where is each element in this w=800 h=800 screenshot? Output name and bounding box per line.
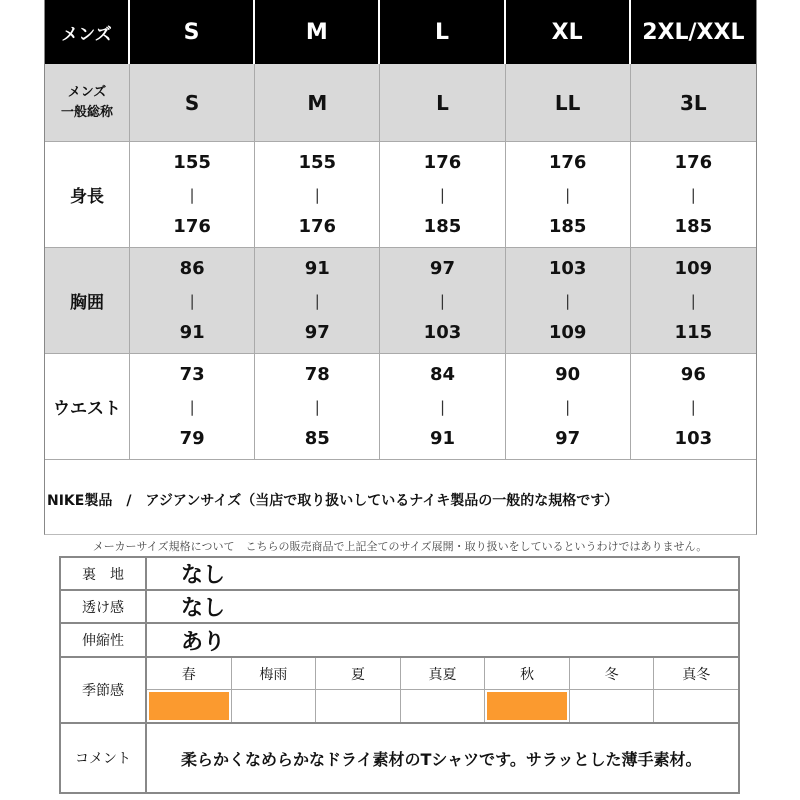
spec-row-season (61, 658, 738, 724)
season-name: 真夏 (401, 658, 485, 690)
range-min: 103 (548, 257, 587, 279)
range-separator: | (565, 185, 571, 204)
sheer-label: 透け感 (61, 591, 147, 622)
header-size-xl: XL (506, 0, 631, 64)
general-size: L (380, 64, 505, 142)
range-max: 97 (555, 427, 581, 449)
chest-range (130, 248, 255, 354)
range-max: 79 (179, 427, 205, 449)
general-size-row (45, 64, 756, 142)
general-label-line2: 一般総称 (60, 104, 113, 120)
height-range (130, 142, 255, 248)
season-cell (147, 658, 232, 722)
lining-label: 裏 地 (61, 558, 147, 589)
range-max: 176 (173, 215, 211, 237)
range-separator: | (690, 291, 696, 310)
header-label: メンズ (45, 0, 130, 64)
general-label-line1: メンズ (67, 84, 107, 100)
waist-range (130, 354, 255, 460)
general-label (45, 64, 130, 142)
range-max: 185 (423, 215, 462, 237)
season-empty (403, 692, 483, 720)
spec-row-stretch (61, 624, 738, 658)
range-min: 155 (298, 151, 337, 173)
range-separator: | (565, 397, 571, 416)
season-list (147, 658, 738, 722)
range-max: 103 (423, 321, 462, 343)
range-separator: | (439, 185, 445, 204)
season-cell (485, 658, 570, 722)
range-separator: | (439, 397, 445, 416)
range-max: 85 (304, 427, 330, 449)
header-size-s: S (130, 0, 255, 64)
height-range (506, 142, 631, 248)
season-label: 季節感 (61, 658, 147, 722)
spec-row-comment (61, 724, 738, 792)
range-separator: | (314, 185, 320, 204)
general-size: LL (506, 64, 631, 142)
range-min: 155 (173, 151, 211, 173)
season-name: 冬 (570, 658, 654, 690)
season-cell (654, 658, 738, 722)
range-min: 90 (555, 363, 581, 385)
waist-row (45, 354, 756, 460)
season-highlight (487, 692, 567, 720)
header-size-m: M (255, 0, 380, 64)
range-max: 185 (548, 215, 587, 237)
height-range (255, 142, 380, 248)
general-size: S (130, 64, 255, 142)
range-min: 176 (423, 151, 462, 173)
range-separator: | (189, 397, 195, 416)
size-chart (44, 0, 757, 535)
waist-label: ウエスト (45, 354, 130, 460)
height-label: 身長 (45, 142, 130, 248)
chest-range (506, 248, 631, 354)
chest-range (631, 248, 756, 354)
season-highlight (149, 692, 229, 720)
range-max: 176 (298, 215, 337, 237)
range-min: 84 (429, 363, 455, 385)
size-footnote: NIKE製品 / アジアンサイズ（当店で取り扱いしているナイキ製品の一般的な規格です） (47, 493, 619, 509)
size-header-row (45, 0, 756, 64)
range-separator: | (690, 185, 696, 204)
stretch-label: 伸縮性 (61, 624, 147, 656)
maker-size-note: メーカーサイズ規格について こちらの販売商品で上記全てのサイズ展開・取り扱いをしているというわけではありません。 (92, 540, 708, 553)
general-size: M (255, 64, 380, 142)
comment-text: 柔らかくなめらかなドライ素材のTシャツです。サラッとした薄手素材。 (181, 749, 702, 769)
range-min: 78 (304, 363, 330, 385)
range-max: 91 (179, 321, 205, 343)
season-name: 夏 (316, 658, 400, 690)
product-spec-table (59, 556, 740, 794)
range-separator: | (565, 291, 571, 310)
range-max: 115 (674, 321, 713, 343)
waist-range (631, 354, 756, 460)
season-name: 秋 (485, 658, 569, 690)
comment-label: コメント (61, 724, 147, 792)
range-separator: | (189, 291, 195, 310)
height-range (380, 142, 505, 248)
spec-row-sheer (61, 591, 738, 624)
height-row (45, 142, 756, 248)
range-max: 97 (304, 321, 330, 343)
range-min: 73 (179, 363, 205, 385)
season-name: 真冬 (654, 658, 738, 690)
lining-value: なし (181, 563, 226, 588)
sheer-value: なし (181, 596, 226, 621)
chest-range (380, 248, 505, 354)
season-empty (572, 692, 652, 720)
season-cell (570, 658, 655, 722)
chest-row (45, 248, 756, 354)
season-cell (232, 658, 317, 722)
chest-label: 胸囲 (45, 248, 130, 354)
range-min: 176 (674, 151, 713, 173)
spec-row-lining (61, 558, 738, 591)
general-size: 3L (631, 64, 756, 142)
range-min: 109 (674, 257, 713, 279)
season-cell (316, 658, 401, 722)
waist-range (255, 354, 380, 460)
waist-range (380, 354, 505, 460)
season-name: 梅雨 (232, 658, 316, 690)
range-min: 91 (304, 257, 330, 279)
waist-range (506, 354, 631, 460)
range-separator: | (314, 291, 320, 310)
range-max: 91 (429, 427, 455, 449)
range-separator: | (314, 397, 320, 416)
range-separator: | (690, 397, 696, 416)
range-max: 103 (674, 427, 713, 449)
season-name: 春 (147, 658, 231, 690)
season-empty (318, 692, 398, 720)
season-cell (401, 658, 486, 722)
range-min: 96 (680, 363, 706, 385)
range-separator: | (189, 185, 195, 204)
range-max: 185 (674, 215, 713, 237)
season-empty (234, 692, 314, 720)
range-min: 86 (179, 257, 205, 279)
range-separator: | (439, 291, 445, 310)
height-range (631, 142, 756, 248)
header-size-2xl: 2XL/XXL (631, 0, 756, 64)
header-size-l: L (380, 0, 505, 64)
season-empty (656, 692, 736, 720)
range-max: 109 (548, 321, 587, 343)
chest-range (255, 248, 380, 354)
range-min: 97 (429, 257, 455, 279)
stretch-value: あり (181, 629, 226, 655)
range-min: 176 (548, 151, 587, 173)
